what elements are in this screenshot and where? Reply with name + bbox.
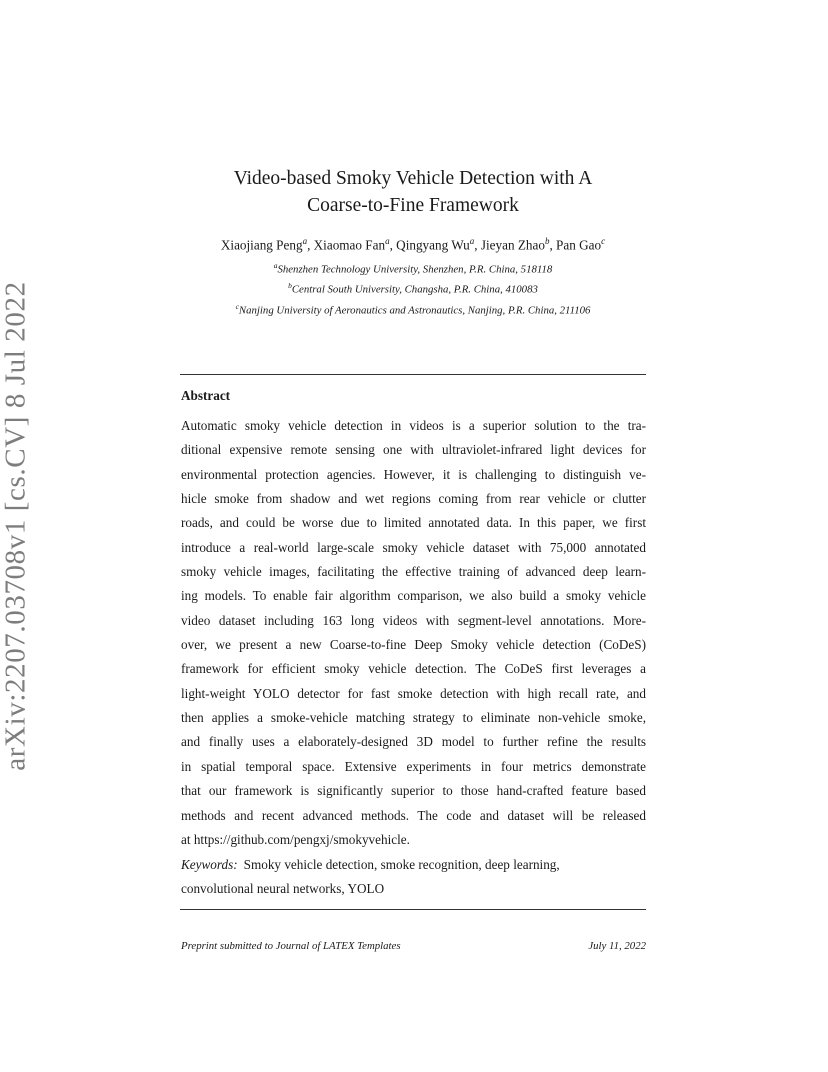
abstract-line: methods and recent advanced methods. The code and dataset will be released [181,807,646,823]
author-separator: , [549,237,557,253]
keywords-line-1: Smoky vehicle detection, smoke recognition, deep learning, [243,857,560,872]
author-affil-mark: b [544,236,550,246]
author-separator: , [474,237,481,253]
footer-preprint-note: Preprint submitted to Journal of LATEX Templates [181,940,401,952]
footer-date: July 11, 2022 [588,940,646,952]
abstract-line: introduce a real-world large-scale smoky vehicle dataset with 75,000 annotated [181,539,646,555]
author-affil-mark: c [601,236,606,246]
author-affil-mark: a [385,236,390,246]
affiliation-c [150,300,676,318]
author-name: Jieyan Zhao [480,237,545,253]
abstract-line: over, we present a new Coarse-to-fine Deep Smoky vehicle detection (CoDeS) [181,637,646,653]
affiliation-text: Shenzhen Technology University, Shenzhen, P.R. China, 518118 [277,263,553,276]
arxiv-stamp-text: arXiv:2207.03708v1 [cs.CV] 8 Jul 2022 [0,281,32,771]
abstract-top-rule [180,374,646,375]
author-name: Xiaomao Fan [313,237,386,253]
abstract-line: framework for efficient smoky vehicle detection. The CoDeS first leverages a [181,661,646,677]
affiliation-mark: c [235,302,239,311]
title-line-2: Coarse-to-Fine Framework [307,195,519,216]
author-list [150,232,676,254]
keywords-label: Keywords: [181,857,238,872]
abstract-line: light-weight YOLO detector for fast smoke detection with high recall rate, and [181,685,646,701]
abstract-line: at https://github.com/pengxj/smokyvehicle. [181,831,410,847]
abstract-line: and finally uses a elaborately-designed 3D model to further refine the results [181,734,646,750]
abstract-bottom-rule [180,909,646,910]
author-affil-mark: a [469,236,475,246]
author-separator: , [307,237,314,253]
author-affil-mark: a [302,236,308,246]
abstract-line: then applies a smoke-vehicle matching strategy to eliminate non-vehicle smoke, [181,710,646,726]
author-separator: , [389,237,397,253]
keywords-line-2: convolutional neural networks, YOLO [181,881,385,897]
keywords-block [181,853,646,902]
abstract-line: that our framework is significantly superior to those hand-crafted feature based [181,783,646,799]
abstract-line: ditional expensive remote sensing one with ultraviolet-infrared light devices for [181,442,646,458]
author-name: Xiaojiang Peng [220,237,303,253]
title-line-1: Video-based Smoky Vehicle Detection with A [233,168,593,189]
affiliation-a [150,259,676,277]
abstract-line: roads, and could be worse due to limited annotated data. In this paper, we first [181,515,646,531]
abstract-heading: Abstract [181,388,231,403]
affiliation-b [150,279,676,297]
abstract-line: Automatic smoky vehicle detection in videos is a superior solution to the tra- [181,418,646,433]
author-name: Qingyang Wu [396,237,470,253]
affiliation-mark: a [273,261,278,270]
abstract-body [181,414,646,852]
abstract-line: smoky vehicle images, facilitating the effective training of advanced deep learn- [181,564,646,580]
affiliation-mark: b [288,281,292,290]
abstract-line: ing models. To enable fair algorithm comparison, we also build a smoky vehicle [181,588,646,604]
affiliation-text: Central South University, Changsha, P.R. China, 410083 [291,283,538,296]
abstract-line: video dataset including 163 long videos with segment-level annotations. More- [181,612,646,628]
paper-title [180,165,646,219]
abstract-line: hicle smoke from shadow and wet regions coming from rear vehicle or clutter [181,491,646,507]
author-name: Pan Gao [556,237,602,253]
affiliation-text: Nanjing University of Aeronautics and Astronautics, Nanjing, P.R. China, 211106 [238,304,591,317]
abstract-line: environmental protection agencies. However, it is challenging to distinguish ve- [181,466,646,482]
abstract-line: in spatial temporal space. Extensive experiments in four metrics demonstrate [181,758,646,774]
